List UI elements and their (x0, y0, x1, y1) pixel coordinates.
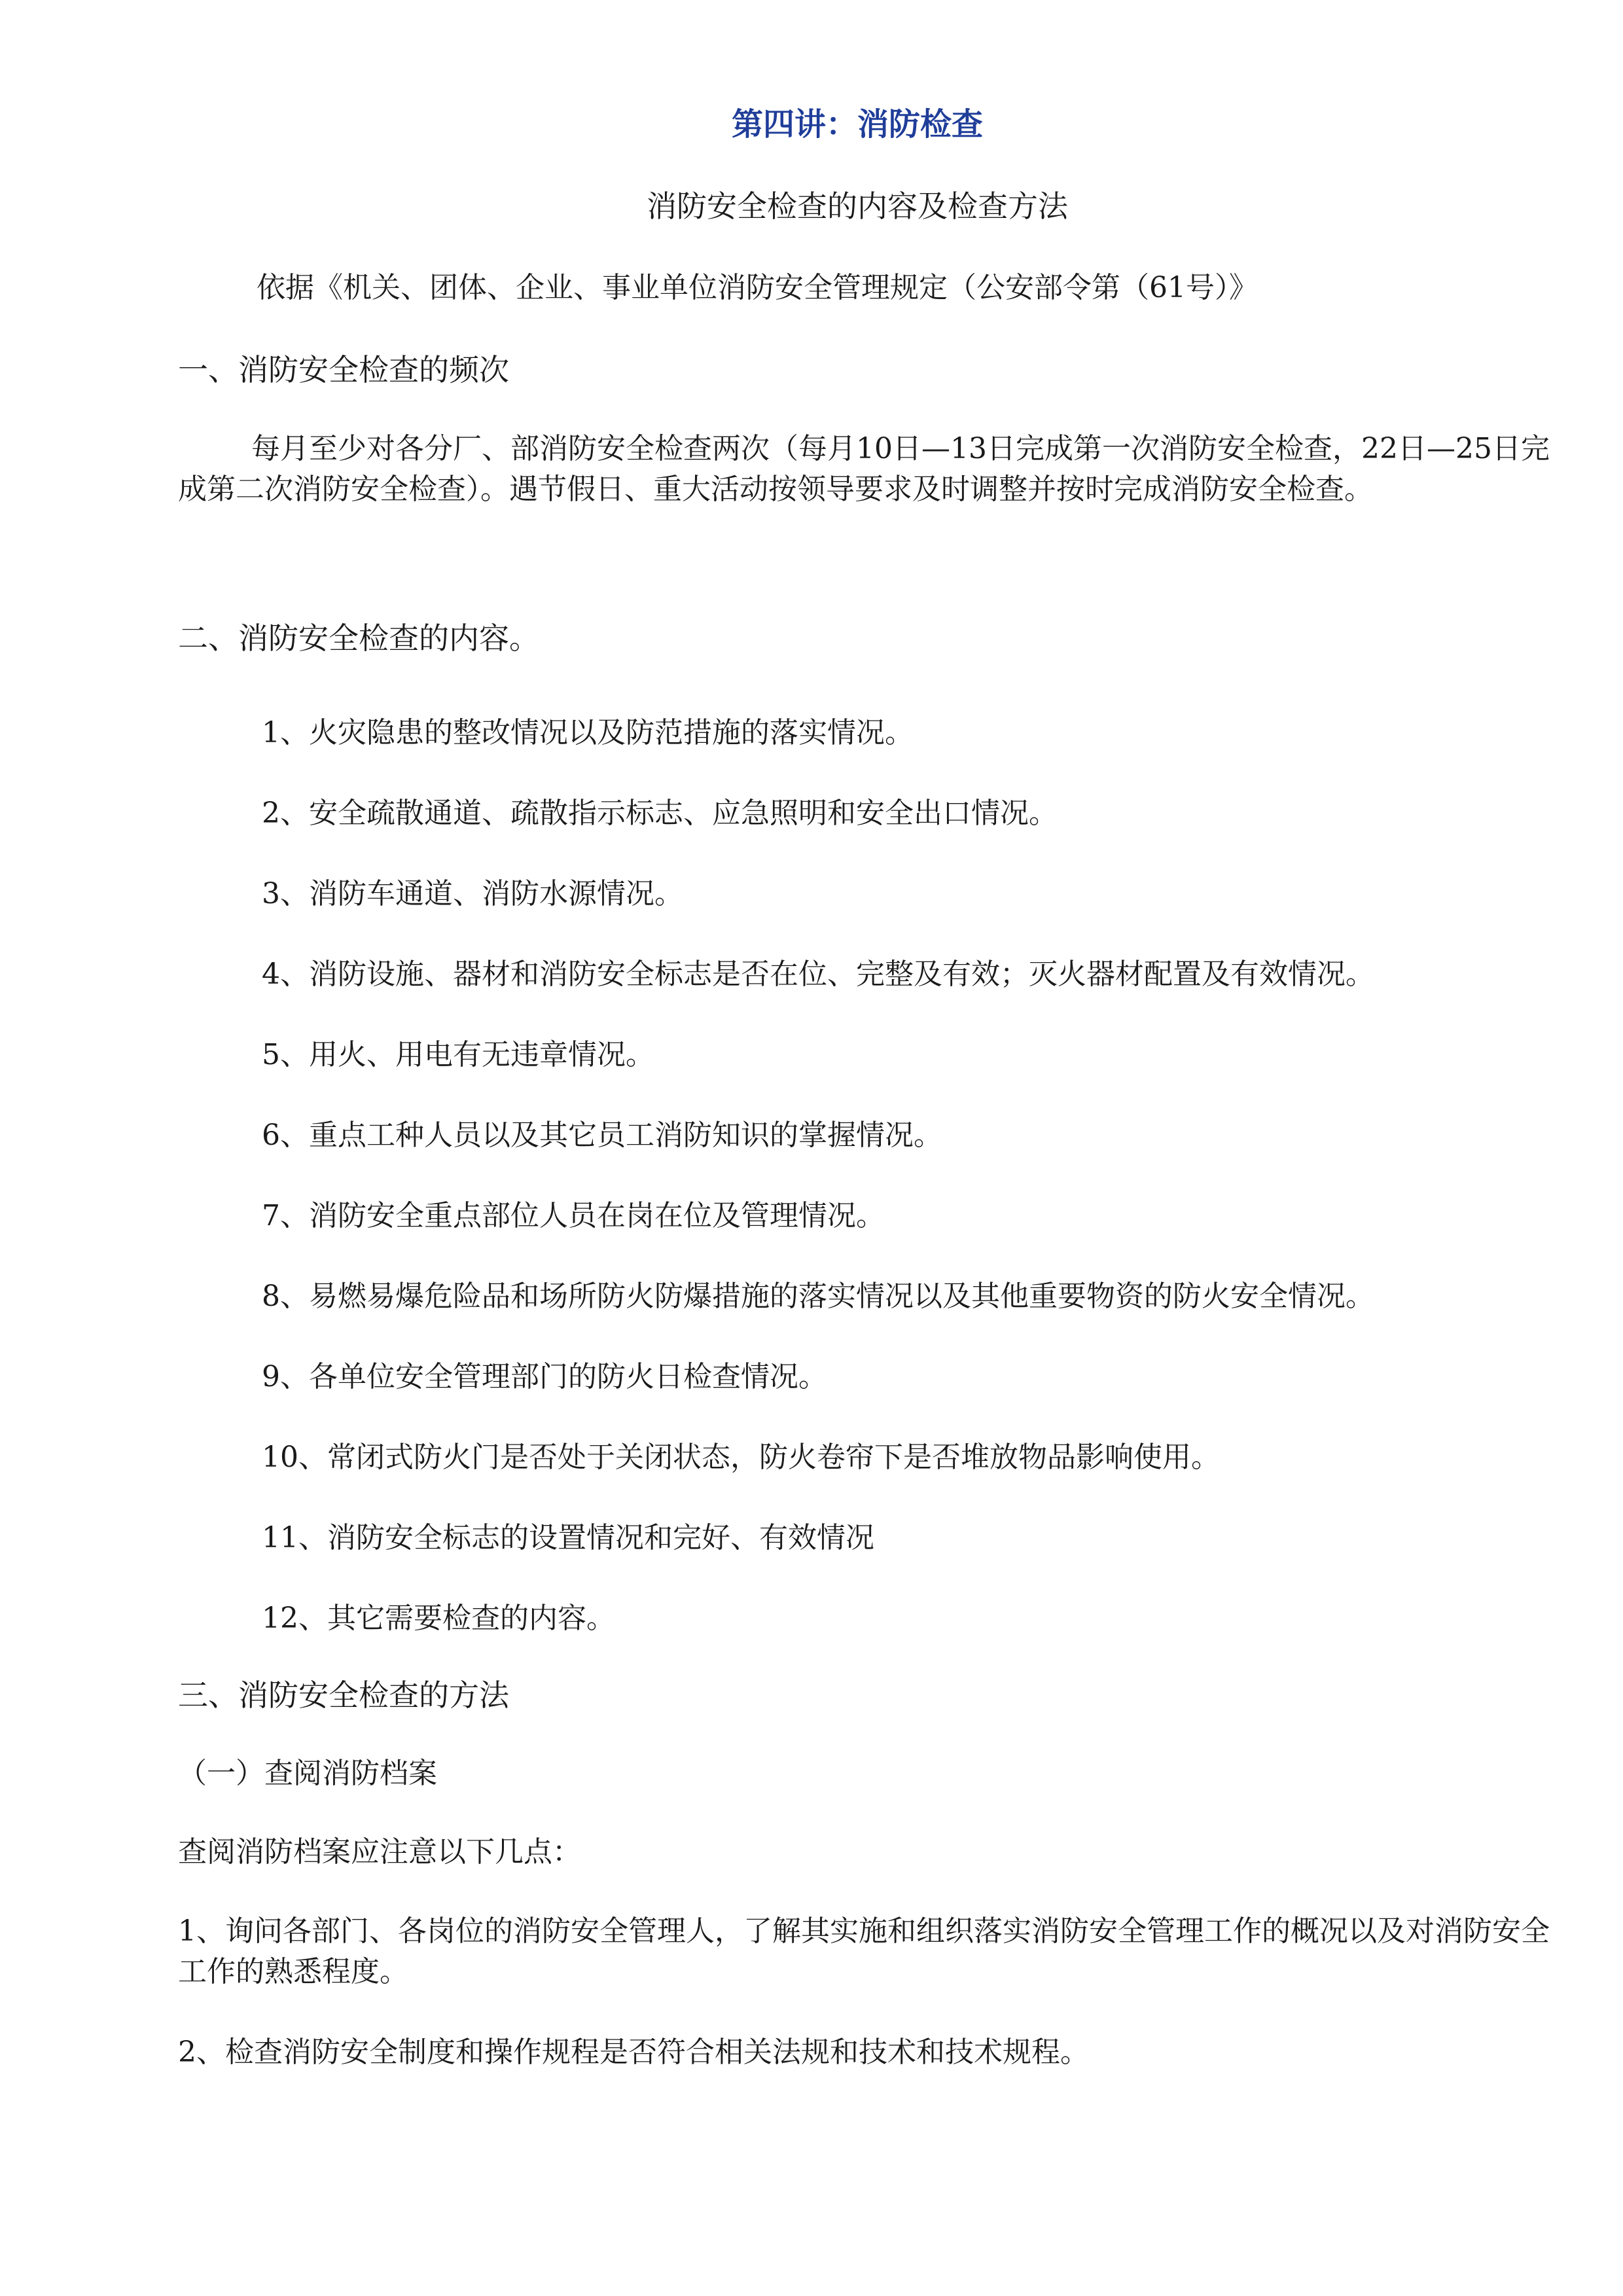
section-1-paragraph: 每月至少对各分厂、部消防安全检查两次（每月10日—13日完成第一次消防安全检查，22日—25日完成第二次消防安全检查）。遇节假日、重大活动按领导要求及时调整并按时完成消防安全检查。 (178, 432, 1550, 506)
content-item-11: 11、消防安全标志的设置情况和完好、有效情况 (262, 1521, 874, 1554)
section-3-subheading: （一）查阅消防档案 (178, 1757, 437, 1790)
regulation-basis: 依据《机关、团体、企业、事业单位消防安全管理规定（公安部令第（61号）》 (257, 271, 1258, 304)
content-item-6: 6、重点工种人员以及其它员工消防知识的掌握情况。 (262, 1119, 942, 1152)
content-item-3: 3、消防车通道、消防水源情况。 (262, 877, 683, 910)
content-item-5: 5、用火、用电有无违章情况。 (262, 1038, 654, 1071)
section-3-intro: 查阅消防档案应注意以下几点： (178, 1835, 581, 1869)
method-point-1: 1、询问各部门、各岗位的消防安全管理人，了解其实施和组织落实消防安全管理工作的概况以及对消防安全工作的熟悉程度。 (178, 1914, 1550, 1988)
content-item-12: 12、其它需要检查的内容。 (262, 1602, 615, 1635)
section-2-heading: 二、消防安全检查的内容。 (178, 620, 539, 656)
content-item-7: 7、消防安全重点部位人员在岗在位及管理情况。 (262, 1199, 885, 1232)
method-point-2: 2、检查消防安全制度和操作规程是否符合相关法规和技术和技术规程。 (178, 2036, 1089, 2069)
section-3-heading: 三、消防安全检查的方法 (178, 1677, 509, 1713)
section-1-heading: 一、消防安全检查的频次 (178, 352, 509, 387)
content-item-9: 9、各单位安全管理部门的防火日检查情况。 (262, 1360, 827, 1393)
document-title: 第四讲：消防检查 (731, 106, 983, 143)
content-item-8: 8、易燃易爆危险品和场所防火防爆措施的落实情况以及其他重要物资的防火安全情况。 (262, 1280, 1374, 1313)
content-item-1: 1、火灾隐患的整改情况以及防范措施的落实情况。 (262, 716, 914, 749)
content-item-4: 4、消防设施、器材和消防安全标志是否在位、完整及有效；灭火器材配置及有效情况。 (262, 958, 1374, 991)
content-item-10: 10、常闭式防火门是否处于关闭状态，防火卷帘下是否堆放物品影响使用。 (262, 1441, 1220, 1474)
document-subtitle: 消防安全检查的内容及检查方法 (647, 188, 1068, 224)
content-item-2: 2、安全疏散通道、疏散指示标志、应急照明和安全出口情况。 (262, 797, 1058, 830)
